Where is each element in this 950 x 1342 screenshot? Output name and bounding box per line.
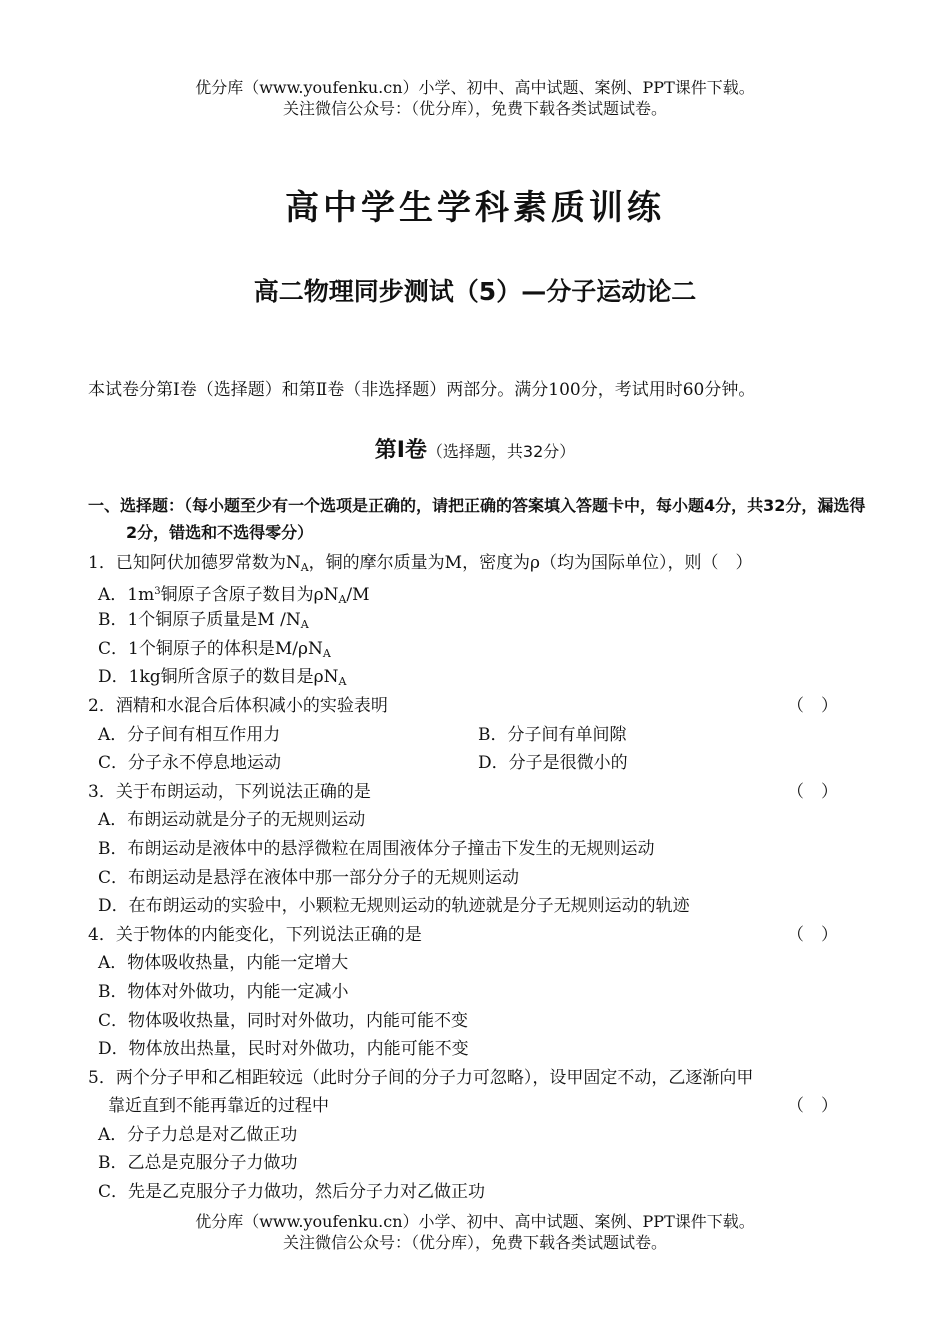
question-1-option-b: B．1个铜原子质量是M $/N_A$ bbox=[98, 610, 309, 632]
question-4-option-b: B．物体对外做功，内能一定减小 bbox=[98, 981, 349, 1002]
question-3-option-b: B．布朗运动是液体中的悬浮微粒在周围液体分子撞击下发生的无规则运动 bbox=[98, 838, 655, 859]
answer-parentheses: （ ） bbox=[787, 1096, 838, 1117]
question-2-option-c: C．分子永不停息地运动 bbox=[98, 753, 282, 774]
question-3-stem: 3．关于布朗运动，下列说法正确的是 （ ） bbox=[88, 778, 866, 807]
question-4-option-a: A．物体吸收热量，内能一定增大 bbox=[98, 953, 349, 974]
answer-parentheses: （ ） bbox=[787, 781, 838, 802]
question-4-stem: 4．关于物体的内能变化，下列说法正确的是 （ ） bbox=[88, 921, 866, 950]
question-5-option-a: A．分子力总是对乙做正功 bbox=[98, 1124, 298, 1145]
document-subtitle: 高二物理同步测试（5）—分子运动论二 bbox=[253, 277, 697, 306]
question-5-stem-line-1: 5．两个分子甲和乙相距较远（此时分子间的分子力可忽略），设甲固定不动，乙逐渐向甲 bbox=[88, 1067, 754, 1088]
section-heading: 一、选择题：（每小题至少有一个选项是正确的，请把正确的答案填入答题卡中，每小题4分，共32分，漏选得2分，错选和不选得零分） bbox=[88, 496, 866, 542]
question-3-option-d: D．在布朗运动的实验中，小颗粒无规则运动的轨迹就是分子无规则运动的轨迹 bbox=[98, 896, 690, 917]
question-2-stem: 2．酒精和水混合后体积减小的实验表明 （ ） bbox=[88, 692, 866, 721]
volume-note: （选择题，共32分） bbox=[426, 442, 576, 461]
document-title: 高中学生学科素质训练 bbox=[285, 188, 665, 228]
footer-line-2: 关注微信公众号：（优分库），免费下载各类试题试卷。 bbox=[282, 1233, 667, 1252]
question-1-option-c: C．1个铜原子的体积是$M/\rho N_A$ bbox=[98, 638, 331, 660]
answer-parentheses: （ ） bbox=[787, 924, 838, 945]
question-content bbox=[88, 492, 866, 1207]
question-1-stem: 1．已知阿伏加德罗常数为$N_A$，铜的摩尔质量为M，密度为ρ（均为国际单位），则（ ） bbox=[88, 553, 753, 574]
exam-intro: 本试卷分第Ⅰ卷（选择题）和第Ⅱ卷（非选择题）两部分。满分100分，考试用时60分钟。 bbox=[88, 380, 756, 400]
page-header bbox=[0, 77, 950, 119]
question-2-option-d: D．分子是很微小的 bbox=[478, 753, 628, 774]
question-3-option-a: A．布朗运动就是分子的无规则运动 bbox=[98, 810, 366, 831]
question-1-option-a: A．$1m^3$铜原子含原子数目为$\rho N_A/M$ bbox=[98, 584, 370, 606]
question-4-option-d: D．物体放出热量，民时对外做功，内能可能不变 bbox=[98, 1039, 469, 1060]
question-2-options-row-2 bbox=[88, 749, 866, 778]
page-footer bbox=[0, 1211, 950, 1253]
footer-line-1: 优分库（www.youfenku.cn）小学、初中、高中试题、案例、PPT课件下载。 bbox=[195, 1212, 755, 1231]
answer-parentheses: （ ） bbox=[787, 695, 838, 716]
question-2-option-a: A．分子间有相互作用力 bbox=[98, 724, 281, 745]
question-5-option-c: C．先是乙克服分子力做功，然后分子力对乙做正功 bbox=[98, 1182, 486, 1203]
header-line-1: 优分库（www.youfenku.cn）小学、初中、高中试题、案例、PPT课件下载。 bbox=[195, 78, 755, 97]
header-line-2: 关注微信公众号：（优分库），免费下载各类试题试卷。 bbox=[282, 99, 667, 118]
question-4-option-c: C．物体吸收热量，同时对外做功，内能可能不变 bbox=[98, 1010, 469, 1031]
question-5-option-b: B．乙总是克服分子力做功 bbox=[98, 1153, 298, 1174]
question-2-option-b: B．分子间有单间隙 bbox=[478, 724, 627, 745]
question-1-option-d: D．1kg铜所含原子的数目是$\rho N_A$ bbox=[98, 667, 347, 689]
question-3-option-c: C．布朗运动是悬浮在液体中那一部分分子的无规则运动 bbox=[98, 867, 520, 888]
question-5-stem-line-2: 靠近直到不能再靠近的过程中 （ ） bbox=[88, 1092, 866, 1121]
question-2-options-row-1 bbox=[88, 721, 866, 750]
volume-title: 第Ⅰ卷 bbox=[374, 438, 427, 463]
volume-heading bbox=[0, 433, 950, 464]
